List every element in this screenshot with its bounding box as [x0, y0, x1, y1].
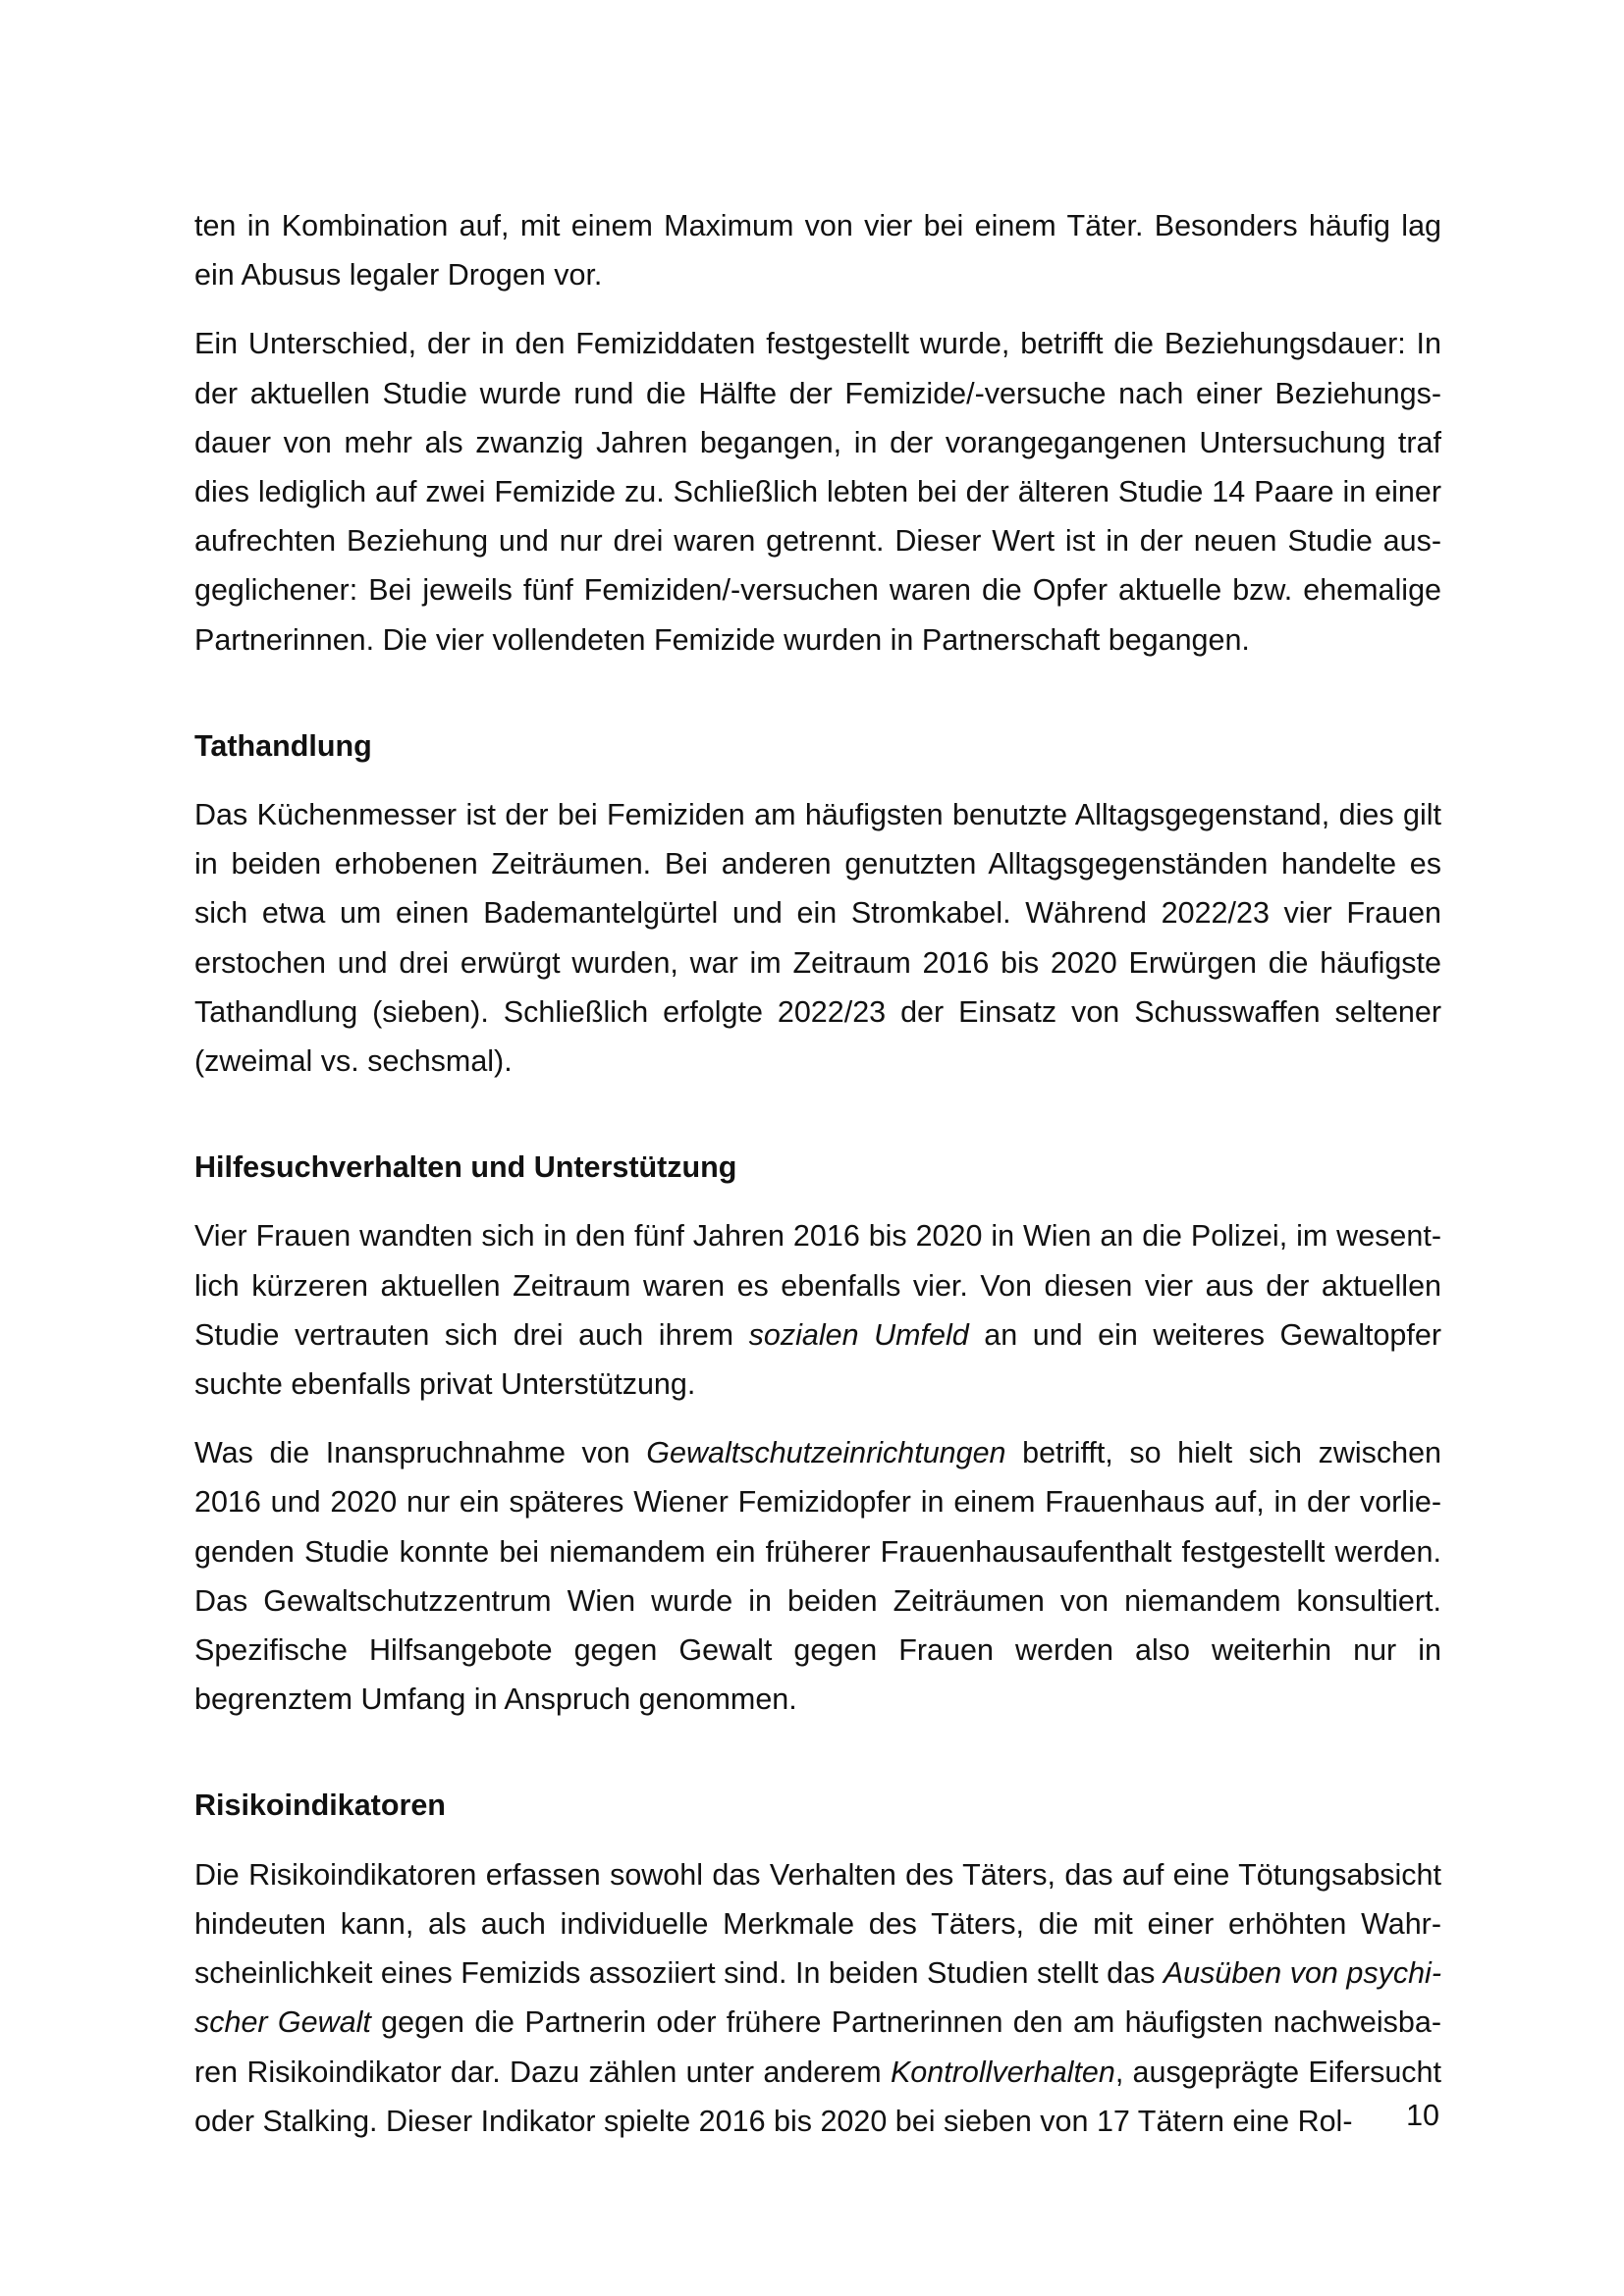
document-body [194, 201, 1441, 2165]
emphasis-psychische-gewalt: Ausüben von psychischer Gewalt [194, 1956, 1441, 2040]
page-number: 10 [1406, 2099, 1439, 2132]
emphasis-kontrollverhalten: Kontrollverhalten [890, 2055, 1115, 2089]
text-run: betrifft, so hielt sich zwischen 2016 und 2020 nur ein späteres Wiener Femizidopfer in einem Frauenhaus auf, in der vorliegenden Studie konnte bei niemandem ein früherer Frauenhausaufenthalt festgestellt werden. Das Gewaltschutzzentrum Wien wurde in beiden Zeiträumen von niemandem konsultiert. Spezifische Hilfsangebote gegen Gewalt gegen Frauen werden also weiterhin nur in begrenztem Umfang in Anspruch genommen. [194, 1436, 1442, 1717]
paragraph-police-contact [194, 1211, 1441, 1409]
section-heading-risikoindikatoren: Risikoindikatoren [194, 1789, 446, 1823]
paragraph-relationship-duration: Ein Unterschied, der in den Femiziddaten festgestellt wurde, betrifft die Beziehungsdauer: In der aktuellen Studie wurde rund die Hälfte der Femizide/-versuche nach einer Beziehungsdauer von mehr als zwanzig Jahren begangen, in der vorangegangenen Untersuchung traf dies lediglich auf zwei Femizide zu. Schließlich lebten bei der älteren Studie 14 Paare in einer aufrechten Beziehung und nur drei waren getrennt. Dieser Wert ist in der neuen Studie ausgeglichener: Bei jeweils fünf Femiziden/-versuchen waren die Opfer aktuelle bzw. ehemalige Partnerinnen. Die vier vollendeten Femizide wurden in Partnerschaft begangen. [194, 327, 1441, 657]
text-run: Was die Inanspruchnahme von [194, 1436, 647, 1470]
text-run: Die Risikoindikatoren erfassen sowohl das Verhalten des Täters, das auf eine Tötungsabsicht hindeuten kann, als auch individuelle Merkmale des Täters, die mit einer erhöhten Wahrscheinlichkeit eines Femizids assoziiert sind. In beiden Studien stellt das [194, 1857, 1441, 1991]
emphasis-gewaltschutzeinrichtungen: Gewaltschutzeinrichtungen [646, 1436, 1006, 1470]
paragraph-substance-abuse: ten in Kombination auf, mit einem Maximum von vier bei einem Täter. Besonders häufig lag ein Abusus legaler Drogen vor. [194, 209, 1441, 293]
text-run: gegen die Partnerin oder frühere Partnerinnen den am häufigsten nachweisbaren Risikoindikator dar. Dazu zählen unter anderem [194, 2005, 1441, 2089]
text-run: Vier Frauen wandten sich in den fünf Jahren 2016 bis 2020 in Wien an die Polizei, im wesentlich kürzeren aktuellen Zeitraum waren es ebenfalls vier. Von diesen vier aus der aktuellen Studie vertrauten sich drei auch ihrem [194, 1219, 1441, 1352]
paragraph-risk-indicators [194, 1850, 1441, 2146]
section-heading-tathandlung: Tathandlung [194, 728, 372, 763]
text-run: an und ein weiteres Gewaltopfer suchte ebenfalls privat Unterstützung. [194, 1317, 1441, 1402]
text-run: , ausgeprägte Eifersucht oder Stalking. Dieser Indikator spielte 2016 bis 2020 bei sieben von 17 Tätern eine Rol- [194, 2055, 1441, 2138]
paragraph-tathandlung: Das Küchenmesser ist der bei Femiziden am häufigsten benutzte Alltagsgegenstand, dies gilt in beiden erhobenen Zeiträumen. Bei anderen genutzten Alltagsgegenständen handelte es sich etwa um einen Bademantelgürtel und ein Stromkabel. Während 2022/23 vier Frauen erstochen und drei erwürgt wurden, war im Zeitraum 2016 bis 2020 Erwürgen die häufigste Tathandlung (sieben). Schließlich erfolgte 2022/23 der Einsatz von Schusswaffen seltener (zweimal vs. sechsmal). [194, 798, 1441, 1079]
section-heading-hilfesuchverhalten: Hilfesuchverhalten und Unterstützung [194, 1150, 737, 1185]
emphasis-sozialen-umfeld: sozialen Umfeld [748, 1317, 969, 1352]
paragraph-protection-facilities [194, 1428, 1441, 1724]
